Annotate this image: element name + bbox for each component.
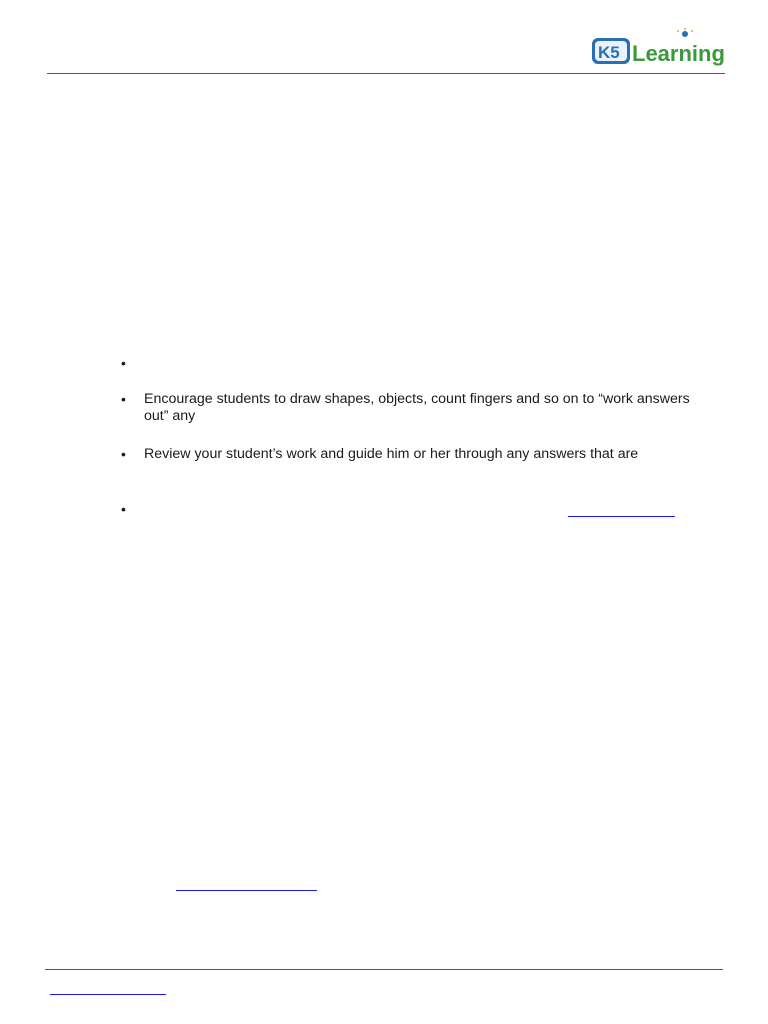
footer-link[interactable] (50, 994, 166, 995)
k5-learning-logo[interactable] (590, 28, 730, 68)
tip-link[interactable] (568, 516, 675, 517)
list-item (119, 391, 699, 446)
bullet: • (121, 391, 126, 407)
svg-text:K5: K5 (598, 43, 620, 62)
tip-text: Encourage students to draw shapes, objects, count fingers and so on to “work answers out” any (144, 391, 690, 424)
list-item (119, 355, 699, 391)
bullet: • (121, 355, 126, 371)
body-link[interactable] (176, 890, 317, 891)
tips-list (119, 355, 699, 518)
bullet: • (121, 446, 126, 462)
footer-rule (45, 969, 723, 970)
svg-text:Learning: Learning (632, 41, 725, 66)
list-item (119, 446, 699, 501)
tip-text: Review your student’s work and guide him or her through any answers that are (144, 446, 639, 462)
header-rule (47, 73, 725, 74)
bullet: • (121, 501, 126, 517)
